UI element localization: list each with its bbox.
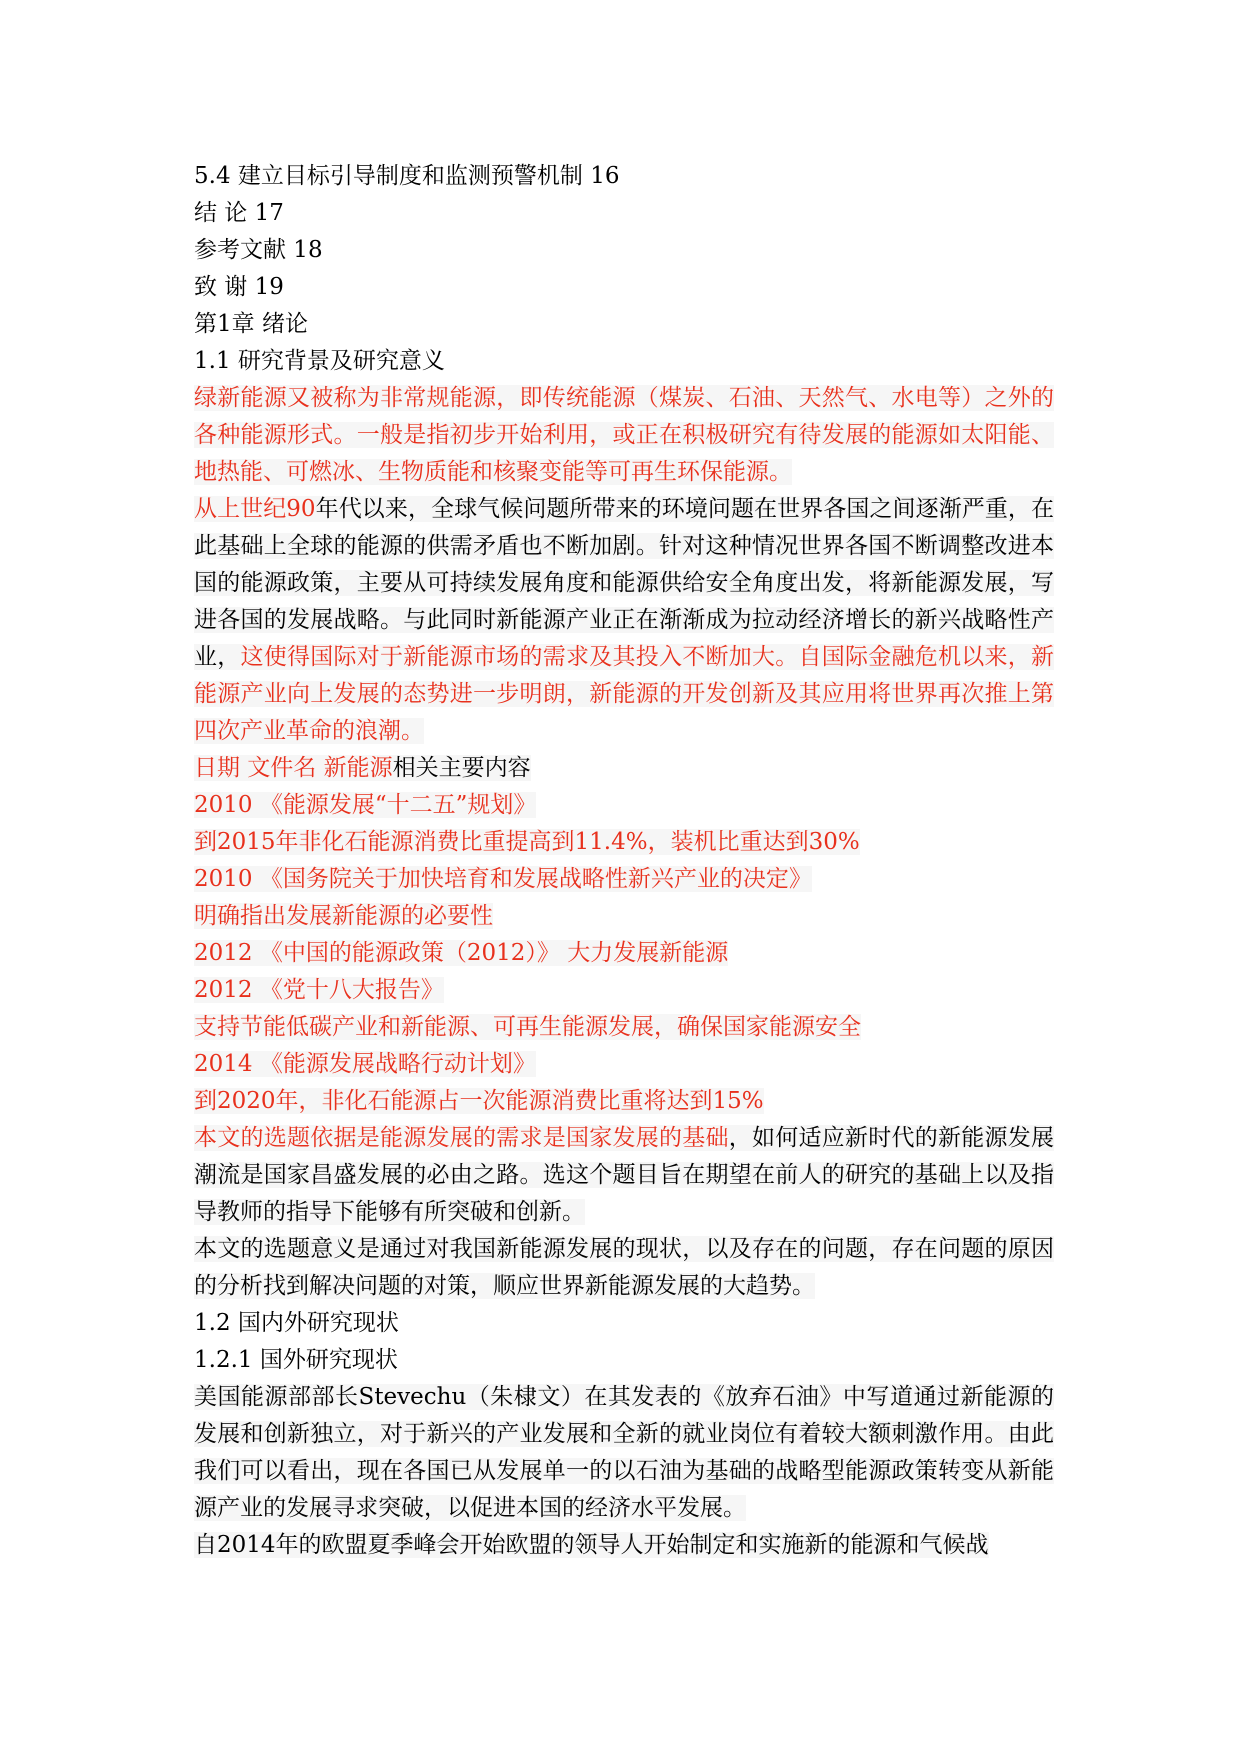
paragraph-text: ，如何适应新时代的新能源发展潮流是国家昌盛发展的必由之路。选这个题目旨在期望在前人的研究的基础上以及指导教师的指导下能够有所突破和创新。 <box>194 1125 1054 1225</box>
table-row-text: 2010 《国务院关于加快培育和发展战略性新兴产业的决定》 <box>194 866 812 892</box>
toc-entry-references: 参考文献 18 <box>194 237 323 263</box>
toc-entry-conclusion: 结 论 17 <box>194 200 284 226</box>
table-row-text: 2010 《能源发展“十二五”规划》 <box>194 792 537 818</box>
policy-table-row <box>194 1083 1054 1120</box>
policy-table-header <box>194 750 1054 787</box>
policy-table-row <box>194 1046 1054 1083</box>
policy-table-row <box>194 787 1054 824</box>
paragraph-text: 年代以来，全球气候问题所带来的环境问题在世界各国之间逐渐严重，在此基础上全球的能源的供需矛盾也不断加剧。针对这种情况世界各国不断调整改进本国的能源政策，主要从可持续发展角度和能源供给安全角度出发，将新能源发展，写进各国的发展战略。与此同时新能源产业正在渐渐成为拉动经济增长的新兴战略性产业， <box>194 496 1054 670</box>
table-row-text: 2012 《党十八大报告》 <box>194 977 444 1003</box>
table-row-text: 支持节能低碳产业和新能源、可再生能源发展，确保国家能源安全 <box>194 1014 861 1040</box>
paragraph-new-energy-definition <box>194 380 1054 491</box>
paragraph-eu-summit <box>194 1527 1054 1564</box>
highlighted-text: 从上世纪90 <box>194 496 316 522</box>
highlighted-text: 这使得国际对于新能源市场的需求及其投入不断加大。自国际金融危机以来，新能源产业向上发展的态势进一步明朗，新能源的开发创新及其应用将世界再次推上第四次产业革命的浪潮。 <box>194 644 1054 744</box>
table-row-text: 2014 《能源发展战略行动计划》 <box>194 1051 536 1077</box>
highlighted-text: 绿新能源又被称为非常规能源，即传统能源（煤炭、石油、天然气、水电等）之外的各种能源形式。一般是指初步开始利用，或正在积极研究有待发展的能源如太阳能、地热能、可燃冰、生物质能和核聚变能等可再生环保能源。 <box>194 385 1054 485</box>
policy-table-row <box>194 1009 1054 1046</box>
section-title-1-1: 1.1 研究背景及研究意义 <box>194 348 445 374</box>
paragraph-text: 本文的选题意义是通过对我国新能源发展的现状，以及存在的问题，存在问题的原因的分析找到解决问题的对策，顺应世界新能源发展的大趋势。 <box>194 1236 1054 1299</box>
toc-entry-thanks: 致 谢 19 <box>194 274 284 300</box>
table-row-text: 明确指出发展新能源的必要性 <box>194 903 493 929</box>
section-title-1-2: 1.2 国内外研究现状 <box>194 1310 399 1336</box>
table-header-highlighted: 日期 文件名 新能源 <box>194 755 393 781</box>
policy-table-row <box>194 935 1054 972</box>
chapter-title: 第1章 绪论 <box>194 311 308 337</box>
table-header-text: 相关主要内容 <box>392 755 531 781</box>
toc-entry-5-4: 5.4 建立目标引导制度和监测预警机制 16 <box>194 163 620 189</box>
policy-table-row <box>194 972 1054 1009</box>
highlighted-text: 本文的选题依据是能源发展的需求是国家发展的基础 <box>194 1125 729 1151</box>
paragraph-background <box>194 491 1054 750</box>
paragraph-topic-basis <box>194 1120 1054 1231</box>
policy-table-row <box>194 861 1054 898</box>
table-row-text: 2012 《中国的能源政策（2012）》 大力发展新能源 <box>194 940 729 966</box>
paragraph-text: 美国能源部部长Stevechu（朱棣文）在其发表的《放弃石油》中写道通过新能源的发展和创新独立，对于新兴的产业发展和全新的就业岗位有着较大额刺激作用。由此我们可以看出，现在各国已从发展单一的以石油为基础的战略型能源政策转变从新能源产业的发展寻求突破，以促进本国的经济水平发展。 <box>194 1384 1054 1521</box>
policy-table-row <box>194 898 1054 935</box>
section-title-1-2-1: 1.2.1 国外研究现状 <box>194 1347 398 1373</box>
policy-table-row <box>194 824 1054 861</box>
document-page <box>194 158 1054 1564</box>
paragraph-topic-significance <box>194 1231 1054 1305</box>
table-row-text: 到2015年非化石能源消费比重提高到11.4%，装机比重达到30% <box>194 829 860 855</box>
paragraph-foreign-research <box>194 1379 1054 1527</box>
table-row-text: 到2020年，非化石能源占一次能源消费比重将达到15% <box>194 1088 764 1114</box>
paragraph-text: 自2014年的欧盟夏季峰会开始欧盟的领导人开始制定和实施新的能源和气候战 <box>194 1532 989 1558</box>
